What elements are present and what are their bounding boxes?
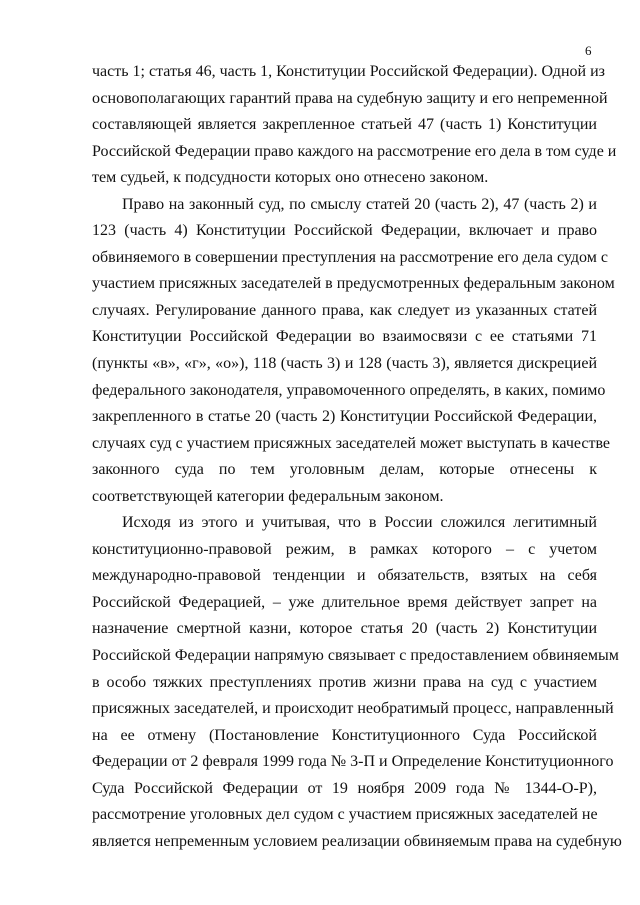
text-line: Федерации от 2 февраля 1999 года № 3-П и Определение Конституционного — [92, 753, 614, 771]
text-line: Российской Федерации напрямую связывает с предоставлением обвиняемым — [92, 647, 619, 665]
text-line: в особо тяжких преступлениях против жизни права на суд с участием — [92, 673, 597, 691]
text-line: Российской Федерацией, – уже длительное время действует запрет на — [92, 593, 597, 611]
text-line: Конституции Российской Федерации во взаимосвязи с ее статьями 71 — [92, 328, 597, 346]
page-body — [92, 59, 622, 855]
text-line: случаях суд с участием присяжных заседателей может выступать в качестве — [92, 434, 611, 452]
text-line: Исходя из этого и учитывая, что в России сложился легитимный — [122, 514, 597, 532]
text-line: (пункты «в», «г», «о»), 118 (часть 3) и 128 (часть 3), является дискрецией — [92, 355, 597, 373]
paragraph — [92, 510, 622, 855]
text-line: международно-правовой тенденции и обязательств, взятых на себя — [92, 567, 597, 585]
text-line: основополагающих гарантий права на судебную защиту и его непременной — [92, 89, 608, 107]
text-line: закрепленного в статье 20 (часть 2) Конституции Российской Федерации, — [92, 408, 597, 426]
text-line: обвиняемого в совершении преступления на рассмотрение его дела судом с — [92, 248, 608, 266]
text-line: случаях. Регулирование данного права, как следует из указанных статей — [92, 301, 597, 319]
text-line: составляющей является закрепленное статьей 47 (часть 1) Конституции — [92, 116, 597, 134]
text-line: федерального законодателя, управомоченного определять, в каких, помимо — [92, 381, 606, 399]
text-line: Право на законный суд, по смыслу статей 20 (часть 2), 47 (часть 2) и — [122, 195, 597, 213]
text-line: рассмотрение уголовных дел судом с участием присяжных заседателей не — [92, 806, 598, 824]
paragraph — [92, 59, 617, 192]
text-line: является непременным условием реализации обвиняемым права на судебную — [92, 832, 622, 850]
text-line: тем судьей, к подсудности которых оно отнесено законом. — [92, 169, 489, 187]
text-line: присяжных заседателей, и происходит необратимый процесс, направленный — [92, 700, 614, 718]
text-line: 123 (часть 4) Конституции Российской Федерации, включает и право — [92, 222, 597, 240]
paragraph — [92, 192, 615, 511]
text-line: конституционно-правовой режим, в рамках которого – с учетом — [92, 540, 597, 558]
text-line: соответствующей категории федеральным законом. — [92, 487, 444, 505]
text-line: Суда Российской Федерации от 19 ноября 2009 года № 1344-О-Р), — [92, 779, 597, 797]
text-line: законного суда по тем уголовным делам, которые отнесены к — [92, 461, 597, 479]
text-line: часть 1; статья 46, часть 1, Конституции Российской Федерации). Одной из — [92, 63, 605, 80]
page-number: 6 — [585, 43, 592, 58]
text-line: назначение смертной казни, которое статья 20 (часть 2) Конституции — [92, 620, 597, 638]
text-line: Российской Федерации право каждого на рассмотрение его дела в том суде и — [92, 142, 617, 160]
text-line: участием присяжных заседателей в предусмотренных федеральным законом — [92, 275, 615, 293]
text-line: на ее отмену (Постановление Конституционного Суда Российской — [92, 726, 597, 744]
